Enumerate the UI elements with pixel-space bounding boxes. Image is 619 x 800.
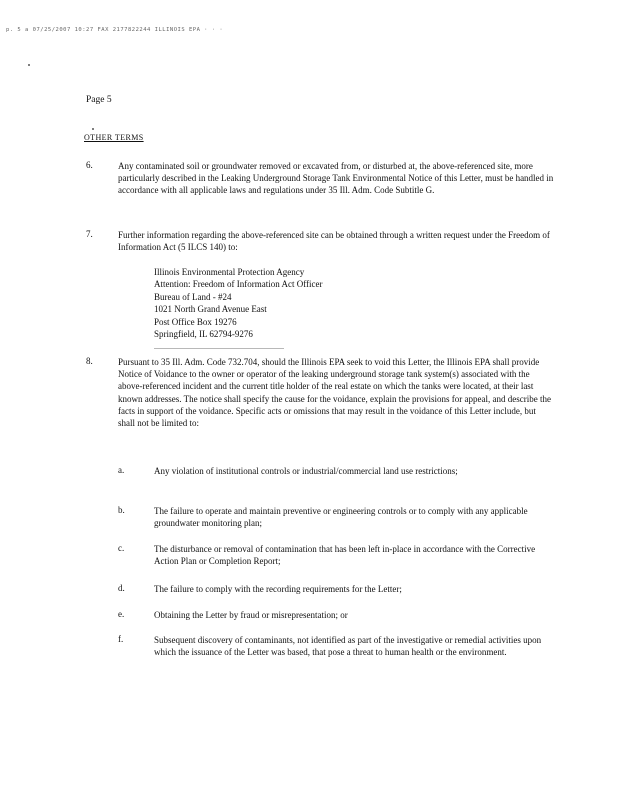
sub-item-text: The failure to operate and maintain preventive or engineering controls or to comply with any applicable groundwater monitoring plan;	[154, 506, 528, 529]
sub-item-text: Subsequent discovery of contaminants, not identified as part of the investigative or remedial activities upon which the issuance of the Letter was based, that pose a threat to human health or the environment.	[154, 635, 542, 658]
item-number: 8.	[86, 356, 93, 366]
sub-item-letter: b.	[118, 505, 125, 515]
address-line: Springfield, IL 62794-9276	[154, 329, 253, 340]
address-block	[154, 266, 454, 340]
item-number: 6.	[86, 160, 93, 170]
sub-item-letter: f.	[118, 634, 124, 644]
item-number: 7.	[86, 229, 93, 239]
address-line: Post Office Box 19276	[154, 316, 237, 327]
sub-item-letter: e.	[118, 609, 125, 619]
sub-item-letter: c.	[118, 543, 125, 553]
scan-speck	[92, 128, 94, 130]
sub-item-text: The failure to comply with the recording requirements for the Letter;	[154, 584, 402, 594]
sub-item-text: The disturbance or removal of contamination that has been left in-place in accordance with the Corrective Action Plan or Completion Report;	[154, 544, 536, 567]
item-text: Any contaminated soil or groundwater removed or excavated from, or disturbed at, the above-referenced site, more particularly described in the Leaking Underground Storage Tank Environmental Notice of this Letter, must be handled in accordance with all applicable laws and regulations under 35 Ill. Adm. Code Subtitle G.	[118, 161, 554, 196]
sub-item-letter: d.	[118, 583, 125, 593]
scan-rule	[154, 348, 284, 349]
fax-header: p. 5 a 07/25/2007 10:27 FAX 2177822244 ILLINOIS EPA · · ·	[6, 27, 224, 33]
address-line: Bureau of Land - #24	[154, 291, 232, 302]
page-number: Page 5	[86, 95, 112, 105]
address-line: Attention: Freedom of Information Act Officer	[154, 279, 323, 290]
item-text: Pursuant to 35 Ill. Adm. Code 732.704, should the Illinois EPA seek to void this Letter, the Illinois EPA shall provide Notice of Voidance to the owner or operator of the leaking underground storage tank system(s) associated with the above-referenced incident and the current title holder of the real estate on which the tanks were located, at their last known addresses. The notice shall specify the cause for the voidance, explain the provisions for appeal, and describe the facts in support of the voidance. Specific acts or omissions that may result in the voidance of this Letter include, but shall not be limited to:	[118, 357, 551, 429]
sub-item-letter: a.	[118, 465, 125, 475]
section-heading: OTHER TERMS	[84, 133, 144, 142]
sub-item-text: Any violation of institutional controls or industrial/commercial land use restrictions;	[154, 466, 458, 476]
address-line: Illinois Environmental Protection Agency	[154, 267, 305, 277]
sub-item-text: Obtaining the Letter by fraud or misrepresentation; or	[154, 610, 348, 620]
item-text: Further information regarding the above-referenced site can be obtained through a written request under the Freedom of Information Act (5 ILCS 140) to:	[118, 230, 550, 253]
scan-speck	[28, 64, 30, 66]
address-line: 1021 North Grand Avenue East	[154, 304, 267, 315]
